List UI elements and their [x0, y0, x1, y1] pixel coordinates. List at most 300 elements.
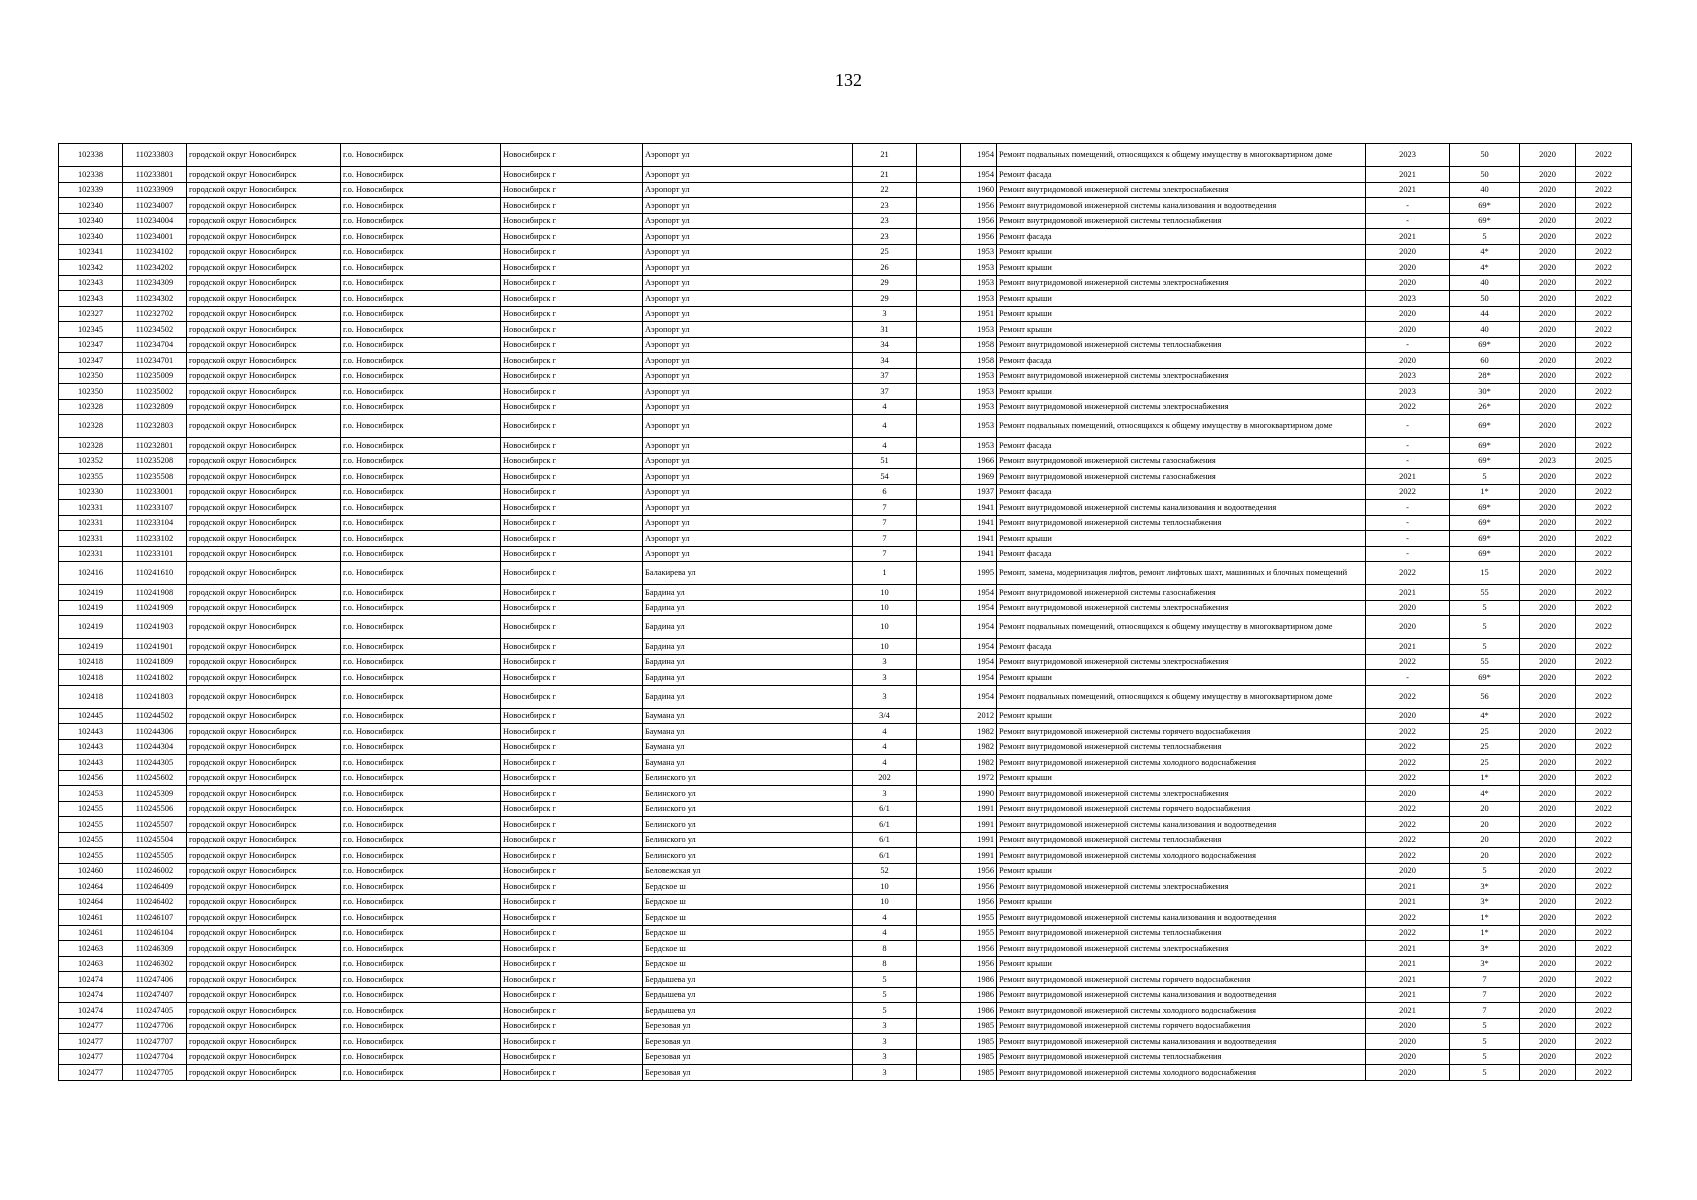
cell-municipality: городской округ Новосибирск: [187, 469, 341, 485]
cell-building: [917, 213, 961, 229]
cell-object-code: 110233909: [123, 182, 187, 198]
cell-building: [917, 1065, 961, 1081]
cell-year-built: 1954: [961, 167, 997, 183]
cell-year-built: 1972: [961, 770, 997, 786]
cell-object-code: 110233803: [123, 144, 187, 167]
cell-object-code: 110246402: [123, 894, 187, 910]
cell-value: 69*: [1450, 337, 1520, 353]
cell-year-built: 1954: [961, 670, 997, 686]
cell-year-built: 1956: [961, 894, 997, 910]
cell-period-start: 2020: [1520, 1003, 1576, 1019]
cell-municipality: городской округ Новосибирск: [187, 1049, 341, 1065]
cell-work-type: Ремонт внутридомовой инженерной системы холодного водоснабжения: [997, 1065, 1366, 1081]
cell-settlement: Новосибирск г: [501, 484, 643, 500]
cell-municipal-short: г.о. Новосибирск: [341, 879, 501, 895]
cell-street: Аэропорт ул: [643, 546, 853, 562]
cell-street: Аэропорт ул: [643, 353, 853, 369]
cell-object-code: 110233001: [123, 484, 187, 500]
cell-municipality: городской округ Новосибирск: [187, 956, 341, 972]
cell-house-number: 3: [853, 1065, 917, 1081]
cell-house-number: 6/1: [853, 848, 917, 864]
cell-work-type: Ремонт фасада: [997, 484, 1366, 500]
cell-municipal-short: г.о. Новосибирск: [341, 755, 501, 771]
cell-house-id: 102464: [59, 894, 123, 910]
cell-period-start: 2020: [1520, 1049, 1576, 1065]
cell-municipal-short: г.о. Новосибирск: [341, 399, 501, 415]
cell-house-number: 3: [853, 786, 917, 802]
cell-period-end: 2022: [1576, 291, 1632, 307]
cell-value: 15: [1450, 562, 1520, 585]
cell-period-start: 2020: [1520, 739, 1576, 755]
cell-municipality: городской округ Новосибирск: [187, 213, 341, 229]
cell-house-id: 102327: [59, 306, 123, 322]
cell-municipality: городской округ Новосибирск: [187, 832, 341, 848]
cell-work-type: Ремонт внутридомовой инженерной системы теплоснабжения: [997, 925, 1366, 941]
cell-street: Аэропорт ул: [643, 384, 853, 400]
cell-street: Баумана ул: [643, 724, 853, 740]
cell-municipality: городской округ Новосибирск: [187, 708, 341, 724]
cell-municipality: городской округ Новосибирск: [187, 1034, 341, 1050]
cell-period-end: 2022: [1576, 910, 1632, 926]
cell-object-code: 110245309: [123, 786, 187, 802]
cell-period-start: 2020: [1520, 801, 1576, 817]
table-row: [59, 1003, 1632, 1019]
cell-period-start: 2020: [1520, 182, 1576, 198]
cell-value: 5: [1450, 863, 1520, 879]
cell-municipality: городской округ Новосибирск: [187, 306, 341, 322]
cell-value: 20: [1450, 848, 1520, 864]
cell-municipality: городской округ Новосибирск: [187, 910, 341, 926]
cell-plan-year: -: [1366, 670, 1450, 686]
cell-house-number: 4: [853, 399, 917, 415]
cell-building: [917, 291, 961, 307]
cell-work-type: Ремонт фасада: [997, 546, 1366, 562]
cell-year-built: 1985: [961, 1018, 997, 1034]
cell-period-end: 2022: [1576, 438, 1632, 454]
cell-settlement: Новосибирск г: [501, 739, 643, 755]
cell-house-id: 102463: [59, 941, 123, 957]
cell-year-built: 1991: [961, 832, 997, 848]
cell-municipal-short: г.о. Новосибирск: [341, 848, 501, 864]
cell-house-id: 102445: [59, 708, 123, 724]
cell-period-end: 2022: [1576, 213, 1632, 229]
cell-value: 1*: [1450, 770, 1520, 786]
cell-house-id: 102340: [59, 229, 123, 245]
cell-street: Аэропорт ул: [643, 531, 853, 547]
cell-house-id: 102455: [59, 848, 123, 864]
table-row: [59, 639, 1632, 655]
cell-period-end: 2022: [1576, 322, 1632, 338]
cell-house-id: 102477: [59, 1065, 123, 1081]
cell-house-number: 10: [853, 894, 917, 910]
cell-value: 20: [1450, 817, 1520, 833]
cell-house-id: 102340: [59, 213, 123, 229]
cell-work-type: Ремонт внутридомовой инженерной системы электроснабжения: [997, 879, 1366, 895]
cell-house-id: 102455: [59, 832, 123, 848]
cell-year-built: 1982: [961, 724, 997, 740]
cell-street: Бардина ул: [643, 654, 853, 670]
table-row: [59, 910, 1632, 926]
cell-year-built: 1982: [961, 755, 997, 771]
cell-plan-year: 2022: [1366, 724, 1450, 740]
table-row: [59, 925, 1632, 941]
cell-street: Березовая ул: [643, 1018, 853, 1034]
cell-municipality: городской округ Новосибирск: [187, 484, 341, 500]
cell-value: 1*: [1450, 925, 1520, 941]
cell-house-id: 102456: [59, 770, 123, 786]
cell-plan-year: 2022: [1366, 399, 1450, 415]
cell-street: Аэропорт ул: [643, 484, 853, 500]
cell-year-built: 1986: [961, 987, 997, 1003]
cell-value: 1*: [1450, 484, 1520, 500]
cell-house-id: 102345: [59, 322, 123, 338]
cell-year-built: 1990: [961, 786, 997, 802]
cell-house-number: 5: [853, 972, 917, 988]
cell-settlement: Новосибирск г: [501, 438, 643, 454]
cell-object-code: 110234202: [123, 260, 187, 276]
cell-plan-year: 2020: [1366, 616, 1450, 639]
cell-value: 50: [1450, 291, 1520, 307]
cell-period-end: 2022: [1576, 879, 1632, 895]
cell-house-number: 7: [853, 546, 917, 562]
cell-work-type: Ремонт внутридомовой инженерной системы газоснабжения: [997, 585, 1366, 601]
cell-building: [917, 585, 961, 601]
table-row: [59, 306, 1632, 322]
cell-object-code: 110246309: [123, 941, 187, 957]
cell-building: [917, 801, 961, 817]
cell-work-type: Ремонт крыши: [997, 670, 1366, 686]
cell-value: 5: [1450, 229, 1520, 245]
cell-period-start: 2020: [1520, 708, 1576, 724]
cell-street: Аэропорт ул: [643, 198, 853, 214]
cell-period-start: 2020: [1520, 670, 1576, 686]
cell-period-end: 2022: [1576, 685, 1632, 708]
cell-house-number: 4: [853, 910, 917, 926]
cell-street: Аэропорт ул: [643, 167, 853, 183]
cell-municipality: городской округ Новосибирск: [187, 291, 341, 307]
cell-municipality: городской округ Новосибирск: [187, 724, 341, 740]
cell-object-code: 110245505: [123, 848, 187, 864]
cell-street: Белинского ул: [643, 832, 853, 848]
cell-building: [917, 562, 961, 585]
cell-year-built: 2012: [961, 708, 997, 724]
cell-period-end: 2022: [1576, 275, 1632, 291]
cell-period-start: 2020: [1520, 848, 1576, 864]
cell-house-number: 10: [853, 600, 917, 616]
cell-house-id: 102343: [59, 291, 123, 307]
cell-period-end: 2022: [1576, 639, 1632, 655]
cell-object-code: 110235508: [123, 469, 187, 485]
cell-period-start: 2020: [1520, 654, 1576, 670]
cell-work-type: Ремонт внутридомовой инженерной системы канализования и водоотведения: [997, 1034, 1366, 1050]
cell-municipality: городской округ Новосибирск: [187, 894, 341, 910]
cell-object-code: 110247705: [123, 1065, 187, 1081]
table-row: [59, 585, 1632, 601]
cell-house-number: 7: [853, 531, 917, 547]
cell-year-built: 1991: [961, 848, 997, 864]
cell-municipality: городской округ Новосибирск: [187, 941, 341, 957]
table-row: [59, 469, 1632, 485]
cell-object-code: 110233104: [123, 515, 187, 531]
cell-house-number: 21: [853, 167, 917, 183]
table-row: [59, 368, 1632, 384]
cell-street: Березовая ул: [643, 1065, 853, 1081]
cell-municipal-short: г.о. Новосибирск: [341, 546, 501, 562]
cell-building: [917, 600, 961, 616]
cell-year-built: 1953: [961, 291, 997, 307]
cell-period-end: 2022: [1576, 755, 1632, 771]
cell-house-id: 102328: [59, 415, 123, 438]
cell-house-number: 10: [853, 585, 917, 601]
cell-house-number: 4: [853, 415, 917, 438]
cell-settlement: Новосибирск г: [501, 337, 643, 353]
table-row: [59, 144, 1632, 167]
cell-street: Аэропорт ул: [643, 453, 853, 469]
cell-year-built: 1953: [961, 368, 997, 384]
cell-municipality: городской округ Новосибирск: [187, 654, 341, 670]
cell-municipal-short: г.о. Новосибирск: [341, 1049, 501, 1065]
cell-building: [917, 415, 961, 438]
cell-settlement: Новосибирск г: [501, 685, 643, 708]
cell-value: 25: [1450, 724, 1520, 740]
cell-value: 26*: [1450, 399, 1520, 415]
cell-house-number: 5: [853, 1003, 917, 1019]
cell-period-end: 2022: [1576, 956, 1632, 972]
table-row: [59, 167, 1632, 183]
cell-settlement: Новосибирск г: [501, 229, 643, 245]
cell-settlement: Новосибирск г: [501, 585, 643, 601]
cell-work-type: Ремонт внутридомовой инженерной системы электроснабжения: [997, 786, 1366, 802]
table-row: [59, 832, 1632, 848]
cell-object-code: 110246002: [123, 863, 187, 879]
cell-house-number: 37: [853, 368, 917, 384]
cell-municipal-short: г.о. Новосибирск: [341, 786, 501, 802]
cell-settlement: Новосибирск г: [501, 941, 643, 957]
cell-street: Белинского ул: [643, 786, 853, 802]
table-row: [59, 353, 1632, 369]
cell-plan-year: -: [1366, 546, 1450, 562]
cell-house-id: 102328: [59, 438, 123, 454]
cell-value: 4*: [1450, 260, 1520, 276]
cell-work-type: Ремонт внутридомовой инженерной системы электроснабжения: [997, 600, 1366, 616]
cell-period-end: 2022: [1576, 167, 1632, 183]
cell-building: [917, 322, 961, 338]
cell-house-number: 4: [853, 739, 917, 755]
table-row: [59, 817, 1632, 833]
cell-object-code: 110245506: [123, 801, 187, 817]
cell-plan-year: 2022: [1366, 770, 1450, 786]
cell-object-code: 110233801: [123, 167, 187, 183]
cell-period-end: 2022: [1576, 848, 1632, 864]
table-row: [59, 894, 1632, 910]
cell-period-start: 2020: [1520, 879, 1576, 895]
cell-work-type: Ремонт внутридомовой инженерной системы холодного водоснабжения: [997, 755, 1366, 771]
cell-building: [917, 910, 961, 926]
cell-house-id: 102350: [59, 384, 123, 400]
cell-plan-year: 2021: [1366, 469, 1450, 485]
cell-value: 4*: [1450, 708, 1520, 724]
table-row: [59, 453, 1632, 469]
cell-settlement: Новосибирск г: [501, 600, 643, 616]
cell-house-id: 102419: [59, 600, 123, 616]
cell-municipal-short: г.о. Новосибирск: [341, 585, 501, 601]
cell-municipal-short: г.о. Новосибирск: [341, 1065, 501, 1081]
cell-settlement: Новосибирск г: [501, 415, 643, 438]
cell-municipal-short: г.о. Новосибирск: [341, 244, 501, 260]
cell-house-number: 6/1: [853, 832, 917, 848]
cell-period-end: 2022: [1576, 531, 1632, 547]
cell-plan-year: 2020: [1366, 353, 1450, 369]
cell-building: [917, 531, 961, 547]
cell-period-start: 2020: [1520, 1018, 1576, 1034]
cell-municipal-short: г.о. Новосибирск: [341, 415, 501, 438]
cell-period-end: 2022: [1576, 353, 1632, 369]
cell-object-code: 110234502: [123, 322, 187, 338]
cell-street: Баумана ул: [643, 755, 853, 771]
cell-value: 30*: [1450, 384, 1520, 400]
cell-work-type: Ремонт внутридомовой инженерной системы газоснабжения: [997, 453, 1366, 469]
cell-street: Бардина ул: [643, 670, 853, 686]
cell-work-type: Ремонт крыши: [997, 894, 1366, 910]
cell-house-number: 7: [853, 515, 917, 531]
cell-settlement: Новосибирск г: [501, 244, 643, 260]
cell-municipal-short: г.о. Новосибирск: [341, 894, 501, 910]
table-row: [59, 438, 1632, 454]
cell-building: [917, 469, 961, 485]
cell-value: 3*: [1450, 941, 1520, 957]
cell-plan-year: 2020: [1366, 600, 1450, 616]
cell-period-end: 2022: [1576, 1034, 1632, 1050]
cell-house-number: 10: [853, 879, 917, 895]
cell-object-code: 110234004: [123, 213, 187, 229]
cell-year-built: 1995: [961, 562, 997, 585]
cell-plan-year: 2021: [1366, 585, 1450, 601]
cell-period-end: 2022: [1576, 801, 1632, 817]
cell-work-type: Ремонт внутридомовой инженерной системы электроснабжения: [997, 368, 1366, 384]
cell-object-code: 110246107: [123, 910, 187, 926]
cell-object-code: 110247405: [123, 1003, 187, 1019]
cell-building: [917, 817, 961, 833]
table-row: [59, 654, 1632, 670]
cell-work-type: Ремонт внутридомовой инженерной системы электроснабжения: [997, 399, 1366, 415]
cell-house-number: 4: [853, 438, 917, 454]
cell-street: Бердышева ул: [643, 972, 853, 988]
cell-object-code: 110244305: [123, 755, 187, 771]
cell-year-built: 1958: [961, 353, 997, 369]
cell-plan-year: 2022: [1366, 925, 1450, 941]
cell-municipality: городской округ Новосибирск: [187, 770, 341, 786]
cell-object-code: 110241909: [123, 600, 187, 616]
cell-work-type: Ремонт внутридомовой инженерной системы электроснабжения: [997, 275, 1366, 291]
cell-house-number: 29: [853, 275, 917, 291]
cell-house-number: 6/1: [853, 817, 917, 833]
cell-work-type: Ремонт внутридомовой инженерной системы теплоснабжения: [997, 1049, 1366, 1065]
cell-plan-year: 2020: [1366, 1049, 1450, 1065]
cell-plan-year: -: [1366, 500, 1450, 516]
cell-plan-year: 2023: [1366, 384, 1450, 400]
cell-municipality: городской округ Новосибирск: [187, 739, 341, 755]
cell-value: 69*: [1450, 438, 1520, 454]
table-row: [59, 322, 1632, 338]
cell-settlement: Новосибирск г: [501, 894, 643, 910]
repair-schedule-table: [58, 143, 1632, 1081]
cell-house-number: 22: [853, 182, 917, 198]
cell-street: Бардина ул: [643, 639, 853, 655]
cell-building: [917, 368, 961, 384]
cell-house-id: 102330: [59, 484, 123, 500]
cell-object-code: 110235009: [123, 368, 187, 384]
cell-municipality: городской округ Новосибирск: [187, 337, 341, 353]
cell-house-id: 102331: [59, 531, 123, 547]
cell-municipal-short: г.о. Новосибирск: [341, 832, 501, 848]
cell-building: [917, 260, 961, 276]
cell-street: Бердское ш: [643, 956, 853, 972]
cell-street: Аэропорт ул: [643, 275, 853, 291]
cell-house-id: 102477: [59, 1049, 123, 1065]
cell-building: [917, 182, 961, 198]
table-row: [59, 848, 1632, 864]
cell-building: [917, 724, 961, 740]
table-row: [59, 972, 1632, 988]
cell-work-type: Ремонт крыши: [997, 531, 1366, 547]
cell-municipal-short: г.о. Новосибирск: [341, 322, 501, 338]
table-row: [59, 291, 1632, 307]
cell-house-number: 51: [853, 453, 917, 469]
cell-object-code: 110232809: [123, 399, 187, 415]
cell-house-number: 4: [853, 755, 917, 771]
cell-building: [917, 438, 961, 454]
cell-building: [917, 1049, 961, 1065]
cell-value: 5: [1450, 616, 1520, 639]
cell-settlement: Новосибирск г: [501, 724, 643, 740]
cell-value: 55: [1450, 585, 1520, 601]
table-row: [59, 600, 1632, 616]
cell-plan-year: 2022: [1366, 910, 1450, 926]
cell-street: Баумана ул: [643, 739, 853, 755]
table-row: [59, 708, 1632, 724]
cell-street: Березовая ул: [643, 1049, 853, 1065]
cell-settlement: Новосибирск г: [501, 1003, 643, 1019]
table-row: [59, 399, 1632, 415]
cell-value: 69*: [1450, 670, 1520, 686]
cell-street: Аэропорт ул: [643, 260, 853, 276]
cell-value: 4*: [1450, 786, 1520, 802]
cell-municipal-short: г.о. Новосибирск: [341, 275, 501, 291]
cell-building: [917, 1018, 961, 1034]
cell-work-type: Ремонт внутридомовой инженерной системы канализования и водоотведения: [997, 817, 1366, 833]
table-row: [59, 755, 1632, 771]
table-row: [59, 956, 1632, 972]
cell-plan-year: 2021: [1366, 956, 1450, 972]
cell-house-number: 6/1: [853, 801, 917, 817]
cell-municipality: городской округ Новосибирск: [187, 546, 341, 562]
cell-house-number: 5: [853, 987, 917, 1003]
cell-period-end: 2022: [1576, 562, 1632, 585]
cell-house-number: 52: [853, 863, 917, 879]
cell-municipal-short: г.о. Новосибирск: [341, 739, 501, 755]
cell-municipal-short: г.о. Новосибирск: [341, 616, 501, 639]
cell-work-type: Ремонт внутридомовой инженерной системы газоснабжения: [997, 469, 1366, 485]
cell-house-number: 3: [853, 306, 917, 322]
cell-municipality: городской округ Новосибирск: [187, 670, 341, 686]
cell-municipal-short: г.о. Новосибирск: [341, 453, 501, 469]
cell-house-number: 202: [853, 770, 917, 786]
cell-plan-year: -: [1366, 213, 1450, 229]
cell-period-start: 2020: [1520, 956, 1576, 972]
cell-object-code: 110235002: [123, 384, 187, 400]
table-row: [59, 515, 1632, 531]
cell-house-number: 10: [853, 616, 917, 639]
